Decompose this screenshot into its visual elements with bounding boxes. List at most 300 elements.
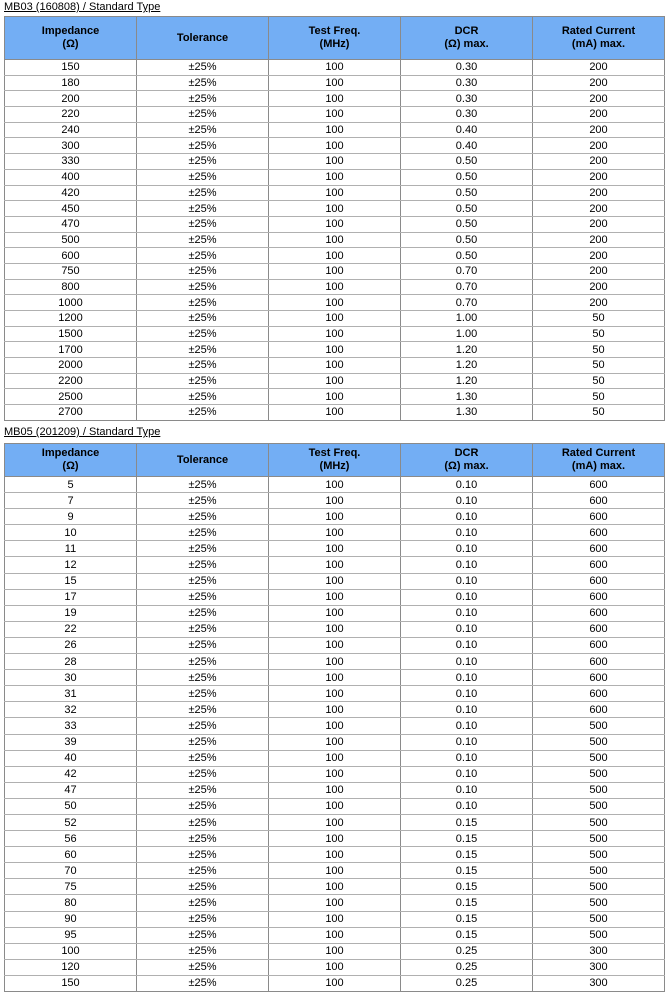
cell-rated-current: 600 <box>533 573 665 589</box>
cell-tolerance: ±25% <box>137 686 269 702</box>
cell-test-freq: 100 <box>269 311 401 327</box>
cell-dcr: 0.15 <box>401 863 533 879</box>
cell-dcr: 0.70 <box>401 295 533 311</box>
cell-rated-current: 300 <box>533 959 665 975</box>
cell-dcr: 0.30 <box>401 75 533 91</box>
table-row <box>5 557 665 573</box>
cell-impedance: 180 <box>5 75 137 91</box>
column-header-dcr-label: DCR <box>454 25 479 37</box>
cell-rated-current: 200 <box>533 169 665 185</box>
cell-rated-current: 500 <box>533 879 665 895</box>
cell-impedance: 750 <box>5 263 137 279</box>
cell-dcr: 0.10 <box>401 766 533 782</box>
cell-tolerance: ±25% <box>137 589 269 605</box>
cell-test-freq: 100 <box>269 138 401 154</box>
cell-impedance: 12 <box>5 557 137 573</box>
cell-impedance: 32 <box>5 702 137 718</box>
table-row <box>5 686 665 702</box>
cell-impedance: 1200 <box>5 311 137 327</box>
cell-rated-current: 200 <box>533 60 665 76</box>
cell-rated-current: 600 <box>533 557 665 573</box>
table-row <box>5 879 665 895</box>
cell-impedance: 400 <box>5 169 137 185</box>
table-row <box>5 107 665 123</box>
cell-rated-current: 200 <box>533 185 665 201</box>
cell-impedance: 330 <box>5 154 137 170</box>
cell-rated-current: 50 <box>533 326 665 342</box>
cell-tolerance: ±25% <box>137 734 269 750</box>
cell-impedance: 22 <box>5 621 137 637</box>
cell-dcr: 0.50 <box>401 232 533 248</box>
cell-tolerance: ±25% <box>137 326 269 342</box>
table-row <box>5 943 665 959</box>
cell-impedance: 1000 <box>5 295 137 311</box>
cell-test-freq: 100 <box>269 702 401 718</box>
cell-test-freq: 100 <box>269 605 401 621</box>
section-title-mb05: MB05 (201209) / Standard Type <box>4 426 161 438</box>
table-row <box>5 154 665 170</box>
cell-test-freq: 100 <box>269 573 401 589</box>
cell-dcr: 0.15 <box>401 879 533 895</box>
cell-dcr: 0.10 <box>401 734 533 750</box>
table-row <box>5 216 665 232</box>
table-row <box>5 232 665 248</box>
cell-rated-current: 500 <box>533 734 665 750</box>
cell-tolerance: ±25% <box>137 477 269 493</box>
column-header-rated-current <box>533 444 665 477</box>
spec-table-mb03 <box>4 16 665 421</box>
cell-dcr: 0.10 <box>401 509 533 525</box>
cell-test-freq: 100 <box>269 358 401 374</box>
cell-test-freq: 100 <box>269 734 401 750</box>
table-row <box>5 373 665 389</box>
cell-test-freq: 100 <box>269 814 401 830</box>
cell-impedance: 50 <box>5 798 137 814</box>
cell-tolerance: ±25% <box>137 573 269 589</box>
cell-impedance: 11 <box>5 541 137 557</box>
cell-test-freq: 100 <box>269 975 401 991</box>
cell-rated-current: 50 <box>533 389 665 405</box>
cell-test-freq: 100 <box>269 911 401 927</box>
cell-dcr: 0.10 <box>401 493 533 509</box>
cell-test-freq: 100 <box>269 107 401 123</box>
cell-rated-current: 50 <box>533 311 665 327</box>
table-row <box>5 605 665 621</box>
cell-test-freq: 100 <box>269 342 401 358</box>
cell-tolerance: ±25% <box>137 279 269 295</box>
cell-rated-current: 200 <box>533 232 665 248</box>
table-row <box>5 798 665 814</box>
table-row <box>5 248 665 264</box>
cell-rated-current: 500 <box>533 927 665 943</box>
cell-impedance: 28 <box>5 654 137 670</box>
cell-rated-current: 500 <box>533 831 665 847</box>
cell-test-freq: 100 <box>269 201 401 217</box>
cell-impedance: 600 <box>5 248 137 264</box>
column-header-test-freq <box>269 444 401 477</box>
cell-rated-current: 500 <box>533 798 665 814</box>
table-row <box>5 342 665 358</box>
cell-rated-current: 600 <box>533 525 665 541</box>
cell-rated-current: 300 <box>533 943 665 959</box>
spec-table-mb05 <box>4 443 665 992</box>
cell-rated-current: 50 <box>533 358 665 374</box>
cell-dcr: 0.10 <box>401 702 533 718</box>
column-header-impedance <box>5 444 137 477</box>
cell-test-freq: 100 <box>269 879 401 895</box>
cell-rated-current: 200 <box>533 216 665 232</box>
cell-test-freq: 100 <box>269 750 401 766</box>
cell-impedance: 9 <box>5 509 137 525</box>
table-row <box>5 718 665 734</box>
cell-dcr: 0.10 <box>401 670 533 686</box>
cell-rated-current: 200 <box>533 248 665 264</box>
cell-rated-current: 200 <box>533 263 665 279</box>
cell-dcr: 0.40 <box>401 122 533 138</box>
table-row <box>5 75 665 91</box>
cell-test-freq: 100 <box>269 718 401 734</box>
cell-impedance: 2700 <box>5 405 137 421</box>
cell-impedance: 47 <box>5 782 137 798</box>
cell-test-freq: 100 <box>269 557 401 573</box>
section-title-mb03: MB03 (160808) / Standard Type <box>4 1 161 13</box>
cell-tolerance: ±25% <box>137 895 269 911</box>
cell-tolerance: ±25% <box>137 201 269 217</box>
cell-impedance: 1700 <box>5 342 137 358</box>
table-row <box>5 863 665 879</box>
cell-tolerance: ±25% <box>137 879 269 895</box>
cell-impedance: 150 <box>5 975 137 991</box>
table-row <box>5 847 665 863</box>
cell-rated-current: 600 <box>533 477 665 493</box>
cell-rated-current: 600 <box>533 654 665 670</box>
cell-test-freq: 100 <box>269 91 401 107</box>
column-header-tolerance <box>137 17 269 60</box>
table-row <box>5 734 665 750</box>
cell-dcr: 0.25 <box>401 943 533 959</box>
cell-test-freq: 100 <box>269 670 401 686</box>
cell-tolerance: ±25% <box>137 493 269 509</box>
cell-impedance: 15 <box>5 573 137 589</box>
cell-impedance: 60 <box>5 847 137 863</box>
cell-tolerance: ±25% <box>137 107 269 123</box>
cell-rated-current: 500 <box>533 782 665 798</box>
cell-test-freq: 100 <box>269 525 401 541</box>
cell-test-freq: 100 <box>269 295 401 311</box>
cell-impedance: 39 <box>5 734 137 750</box>
cell-tolerance: ±25% <box>137 232 269 248</box>
table-row <box>5 750 665 766</box>
cell-test-freq: 100 <box>269 686 401 702</box>
table-row <box>5 654 665 670</box>
cell-dcr: 0.50 <box>401 169 533 185</box>
table-row <box>5 405 665 421</box>
column-header-impedance-label: Impedance <box>41 25 100 37</box>
cell-test-freq: 100 <box>269 766 401 782</box>
cell-dcr: 0.10 <box>401 589 533 605</box>
cell-tolerance: ±25% <box>137 798 269 814</box>
cell-dcr: 0.10 <box>401 750 533 766</box>
cell-test-freq: 100 <box>269 831 401 847</box>
table-row <box>5 493 665 509</box>
table-row <box>5 637 665 653</box>
cell-tolerance: ±25% <box>137 154 269 170</box>
cell-rated-current: 600 <box>533 702 665 718</box>
cell-rated-current: 200 <box>533 279 665 295</box>
cell-test-freq: 100 <box>269 959 401 975</box>
cell-test-freq: 100 <box>269 847 401 863</box>
table-row <box>5 573 665 589</box>
column-header-rated-current-unit: (mA) max. <box>571 38 626 50</box>
table-row <box>5 975 665 991</box>
column-header-rated-current-unit: (mA) max. <box>571 460 626 472</box>
cell-dcr: 0.10 <box>401 654 533 670</box>
cell-rated-current: 50 <box>533 373 665 389</box>
table-row <box>5 185 665 201</box>
cell-rated-current: 600 <box>533 686 665 702</box>
table-row <box>5 782 665 798</box>
cell-impedance: 17 <box>5 589 137 605</box>
column-header-tolerance <box>137 444 269 477</box>
table-row <box>5 326 665 342</box>
cell-test-freq: 100 <box>269 326 401 342</box>
cell-impedance: 1500 <box>5 326 137 342</box>
cell-rated-current: 600 <box>533 637 665 653</box>
cell-dcr: 0.50 <box>401 248 533 264</box>
table-row <box>5 389 665 405</box>
cell-dcr: 0.25 <box>401 959 533 975</box>
column-header-dcr-unit: (Ω) max. <box>444 460 489 472</box>
cell-test-freq: 100 <box>269 60 401 76</box>
cell-impedance: 2000 <box>5 358 137 374</box>
cell-dcr: 0.70 <box>401 279 533 295</box>
column-header-rated-current-label: Rated Current <box>561 25 636 37</box>
cell-impedance: 240 <box>5 122 137 138</box>
cell-impedance: 90 <box>5 911 137 927</box>
cell-tolerance: ±25% <box>137 91 269 107</box>
cell-tolerance: ±25% <box>137 263 269 279</box>
cell-tolerance: ±25% <box>137 911 269 927</box>
cell-rated-current: 300 <box>533 975 665 991</box>
cell-tolerance: ±25% <box>137 60 269 76</box>
cell-rated-current: 50 <box>533 342 665 358</box>
cell-dcr: 0.50 <box>401 154 533 170</box>
cell-dcr: 0.15 <box>401 895 533 911</box>
table-row <box>5 911 665 927</box>
table-row <box>5 525 665 541</box>
cell-impedance: 95 <box>5 927 137 943</box>
cell-dcr: 0.10 <box>401 605 533 621</box>
cell-tolerance: ±25% <box>137 847 269 863</box>
cell-test-freq: 100 <box>269 637 401 653</box>
cell-impedance: 120 <box>5 959 137 975</box>
cell-impedance: 33 <box>5 718 137 734</box>
cell-dcr: 0.50 <box>401 185 533 201</box>
cell-tolerance: ±25% <box>137 373 269 389</box>
cell-impedance: 500 <box>5 232 137 248</box>
cell-tolerance: ±25% <box>137 654 269 670</box>
cell-impedance: 42 <box>5 766 137 782</box>
cell-dcr: 0.50 <box>401 216 533 232</box>
table-row <box>5 621 665 637</box>
table-row <box>5 60 665 76</box>
cell-rated-current: 200 <box>533 154 665 170</box>
cell-test-freq: 100 <box>269 185 401 201</box>
cell-test-freq: 100 <box>269 654 401 670</box>
cell-dcr: 0.15 <box>401 911 533 927</box>
column-header-rated-current-label: Rated Current <box>561 447 636 459</box>
cell-rated-current: 600 <box>533 621 665 637</box>
cell-test-freq: 100 <box>269 216 401 232</box>
cell-impedance: 26 <box>5 637 137 653</box>
cell-tolerance: ±25% <box>137 670 269 686</box>
cell-impedance: 80 <box>5 895 137 911</box>
cell-rated-current: 500 <box>533 750 665 766</box>
cell-rated-current: 50 <box>533 405 665 421</box>
cell-impedance: 300 <box>5 138 137 154</box>
cell-impedance: 19 <box>5 605 137 621</box>
table-row <box>5 263 665 279</box>
cell-dcr: 0.10 <box>401 557 533 573</box>
cell-test-freq: 100 <box>269 373 401 389</box>
column-header-dcr-label: DCR <box>454 447 479 459</box>
cell-impedance: 470 <box>5 216 137 232</box>
cell-tolerance: ±25% <box>137 509 269 525</box>
table-row <box>5 295 665 311</box>
cell-tolerance: ±25% <box>137 389 269 405</box>
cell-tolerance: ±25% <box>137 766 269 782</box>
cell-tolerance: ±25% <box>137 814 269 830</box>
cell-test-freq: 100 <box>269 405 401 421</box>
table-row <box>5 138 665 154</box>
cell-tolerance: ±25% <box>137 248 269 264</box>
table-row <box>5 311 665 327</box>
table-row <box>5 895 665 911</box>
cell-rated-current: 500 <box>533 895 665 911</box>
cell-impedance: 100 <box>5 943 137 959</box>
column-header-impedance-unit: (Ω) <box>62 460 79 472</box>
cell-impedance: 220 <box>5 107 137 123</box>
cell-dcr: 0.10 <box>401 477 533 493</box>
cell-dcr: 0.30 <box>401 60 533 76</box>
cell-tolerance: ±25% <box>137 169 269 185</box>
column-header-test-freq-label: Test Freq. <box>308 447 361 459</box>
cell-test-freq: 100 <box>269 169 401 185</box>
table-row <box>5 814 665 830</box>
cell-tolerance: ±25% <box>137 122 269 138</box>
cell-test-freq: 100 <box>269 927 401 943</box>
cell-dcr: 0.15 <box>401 831 533 847</box>
cell-rated-current: 200 <box>533 201 665 217</box>
cell-dcr: 0.50 <box>401 201 533 217</box>
cell-tolerance: ±25% <box>137 75 269 91</box>
cell-rated-current: 500 <box>533 766 665 782</box>
column-header-tolerance-label: Tolerance <box>176 453 229 466</box>
cell-dcr: 0.10 <box>401 541 533 557</box>
cell-tolerance: ±25% <box>137 342 269 358</box>
cell-tolerance: ±25% <box>137 637 269 653</box>
cell-dcr: 0.10 <box>401 573 533 589</box>
cell-tolerance: ±25% <box>137 525 269 541</box>
cell-tolerance: ±25% <box>137 959 269 975</box>
cell-impedance: 150 <box>5 60 137 76</box>
cell-impedance: 2200 <box>5 373 137 389</box>
table-row <box>5 766 665 782</box>
cell-dcr: 0.10 <box>401 637 533 653</box>
cell-rated-current: 200 <box>533 75 665 91</box>
cell-impedance: 75 <box>5 879 137 895</box>
column-header-test-freq-unit: (MHz) <box>319 460 350 472</box>
cell-tolerance: ±25% <box>137 557 269 573</box>
table-header-row <box>5 17 665 60</box>
table-row <box>5 541 665 557</box>
cell-dcr: 0.10 <box>401 621 533 637</box>
cell-impedance: 40 <box>5 750 137 766</box>
column-header-impedance-label: Impedance <box>41 447 100 459</box>
cell-tolerance: ±25% <box>137 216 269 232</box>
cell-dcr: 1.00 <box>401 311 533 327</box>
cell-impedance: 420 <box>5 185 137 201</box>
cell-impedance: 200 <box>5 91 137 107</box>
column-header-test-freq-unit: (MHz) <box>319 38 350 50</box>
column-header-impedance <box>5 17 137 60</box>
cell-tolerance: ±25% <box>137 975 269 991</box>
cell-tolerance: ±25% <box>137 831 269 847</box>
cell-impedance: 10 <box>5 525 137 541</box>
cell-test-freq: 100 <box>269 263 401 279</box>
cell-tolerance: ±25% <box>137 863 269 879</box>
cell-dcr: 1.00 <box>401 326 533 342</box>
cell-dcr: 1.30 <box>401 405 533 421</box>
cell-dcr: 1.20 <box>401 342 533 358</box>
column-header-dcr-unit: (Ω) max. <box>444 38 489 50</box>
cell-test-freq: 100 <box>269 232 401 248</box>
cell-test-freq: 100 <box>269 279 401 295</box>
cell-rated-current: 600 <box>533 541 665 557</box>
cell-rated-current: 500 <box>533 863 665 879</box>
cell-tolerance: ±25% <box>137 405 269 421</box>
cell-dcr: 0.10 <box>401 525 533 541</box>
cell-impedance: 800 <box>5 279 137 295</box>
cell-test-freq: 100 <box>269 477 401 493</box>
column-header-dcr <box>401 17 533 60</box>
cell-rated-current: 200 <box>533 138 665 154</box>
cell-dcr: 1.20 <box>401 373 533 389</box>
cell-dcr: 1.20 <box>401 358 533 374</box>
cell-rated-current: 500 <box>533 718 665 734</box>
cell-dcr: 0.15 <box>401 847 533 863</box>
cell-rated-current: 600 <box>533 605 665 621</box>
cell-impedance: 31 <box>5 686 137 702</box>
table-row <box>5 122 665 138</box>
cell-impedance: 450 <box>5 201 137 217</box>
cell-test-freq: 100 <box>269 75 401 91</box>
column-header-test-freq <box>269 17 401 60</box>
table-row <box>5 702 665 718</box>
table-row <box>5 670 665 686</box>
cell-tolerance: ±25% <box>137 311 269 327</box>
cell-test-freq: 100 <box>269 122 401 138</box>
cell-test-freq: 100 <box>269 621 401 637</box>
cell-dcr: 1.30 <box>401 389 533 405</box>
cell-impedance: 7 <box>5 493 137 509</box>
cell-tolerance: ±25% <box>137 295 269 311</box>
table-row <box>5 169 665 185</box>
cell-rated-current: 200 <box>533 107 665 123</box>
cell-impedance: 52 <box>5 814 137 830</box>
column-header-dcr <box>401 444 533 477</box>
cell-impedance: 56 <box>5 831 137 847</box>
